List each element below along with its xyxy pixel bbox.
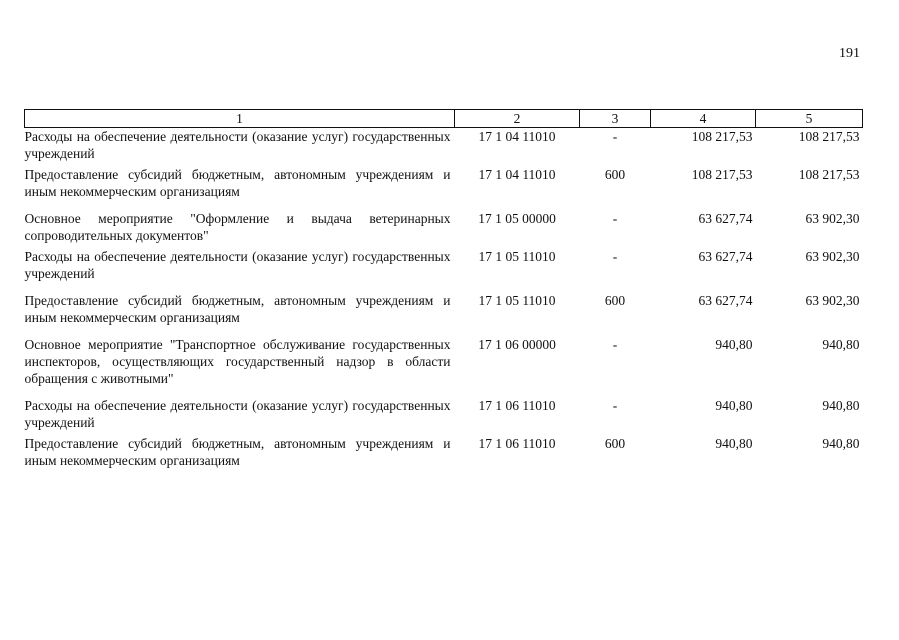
table-row — [25, 292, 863, 336]
table-row — [25, 248, 863, 292]
row-description: Предоставление субсидий бюджетным, автономным учреждениям и иным некоммерческим организациям — [24, 293, 451, 325]
row-value-1: 940,80 — [715, 337, 753, 352]
row-type: - — [612, 129, 618, 144]
row-value-1: 108 217,53 — [691, 129, 753, 144]
row-description: Основное мероприятие "Оформление и выдача ветеринарных сопроводительных документов" — [24, 211, 451, 243]
header-col-1: 1 — [25, 110, 455, 128]
row-type: - — [612, 398, 618, 413]
table-row — [25, 210, 863, 248]
header-col-4: 4 — [651, 110, 756, 128]
row-value-2: 63 902,30 — [805, 293, 860, 308]
row-type: 600 — [604, 293, 626, 308]
row-description: Расходы на обеспечение деятельности (оказание услуг) государственных учреждений — [24, 249, 451, 281]
row-value-2: 940,80 — [822, 436, 860, 451]
row-value-1: 940,80 — [715, 436, 753, 451]
row-type: - — [612, 249, 618, 264]
row-description: Предоставление субсидий бюджетным, автономным учреждениям и иным некоммерческим организациям — [24, 167, 451, 199]
row-code: 17 1 04 11010 — [478, 167, 556, 182]
header-col-2: 2 — [455, 110, 580, 128]
row-value-2: 940,80 — [822, 337, 860, 352]
row-value-1: 108 217,53 — [691, 167, 753, 182]
row-value-2: 63 902,30 — [805, 211, 860, 226]
header-col-3: 3 — [580, 110, 651, 128]
row-value-1: 63 627,74 — [698, 211, 753, 226]
row-code: 17 1 05 00000 — [478, 211, 556, 226]
row-value-1: 63 627,74 — [698, 249, 753, 264]
row-code: 17 1 06 11010 — [478, 436, 556, 451]
row-description: Основное мероприятие "Транспортное обслуживание государственных инспекторов, осуществляющих государственный надзор в области обращения с животными" — [24, 337, 451, 386]
row-type: 600 — [604, 167, 626, 182]
header-col-5: 5 — [756, 110, 863, 128]
row-description: Расходы на обеспечение деятельности (оказание услуг) государственных учреждений — [24, 129, 451, 161]
table-row — [25, 336, 863, 397]
row-value-1: 63 627,74 — [698, 293, 753, 308]
row-value-2: 108 217,53 — [798, 129, 860, 144]
row-code: 17 1 05 11010 — [478, 293, 556, 308]
row-value-2: 63 902,30 — [805, 249, 860, 264]
row-description: Расходы на обеспечение деятельности (оказание услуг) государственных учреждений — [24, 398, 451, 430]
table-header — [25, 110, 863, 128]
header-row — [25, 110, 863, 128]
row-code: 17 1 06 00000 — [478, 337, 556, 352]
row-code: 17 1 04 11010 — [478, 129, 556, 144]
table-row — [25, 435, 863, 479]
row-code: 17 1 06 11010 — [478, 398, 556, 413]
table-row — [25, 397, 863, 435]
row-type: - — [612, 337, 618, 352]
row-type: 600 — [604, 436, 626, 451]
row-value-2: 940,80 — [822, 398, 860, 413]
table-row — [25, 166, 863, 210]
page-number: 191 — [839, 46, 860, 61]
row-code: 17 1 05 11010 — [478, 249, 556, 264]
row-type: - — [612, 211, 618, 226]
budget-table — [24, 109, 863, 479]
table-body — [25, 128, 863, 480]
row-value-2: 108 217,53 — [798, 167, 860, 182]
table-row — [25, 128, 863, 167]
row-description: Предоставление субсидий бюджетным, автономным учреждениям и иным некоммерческим организациям — [24, 436, 451, 468]
row-value-1: 940,80 — [715, 398, 753, 413]
